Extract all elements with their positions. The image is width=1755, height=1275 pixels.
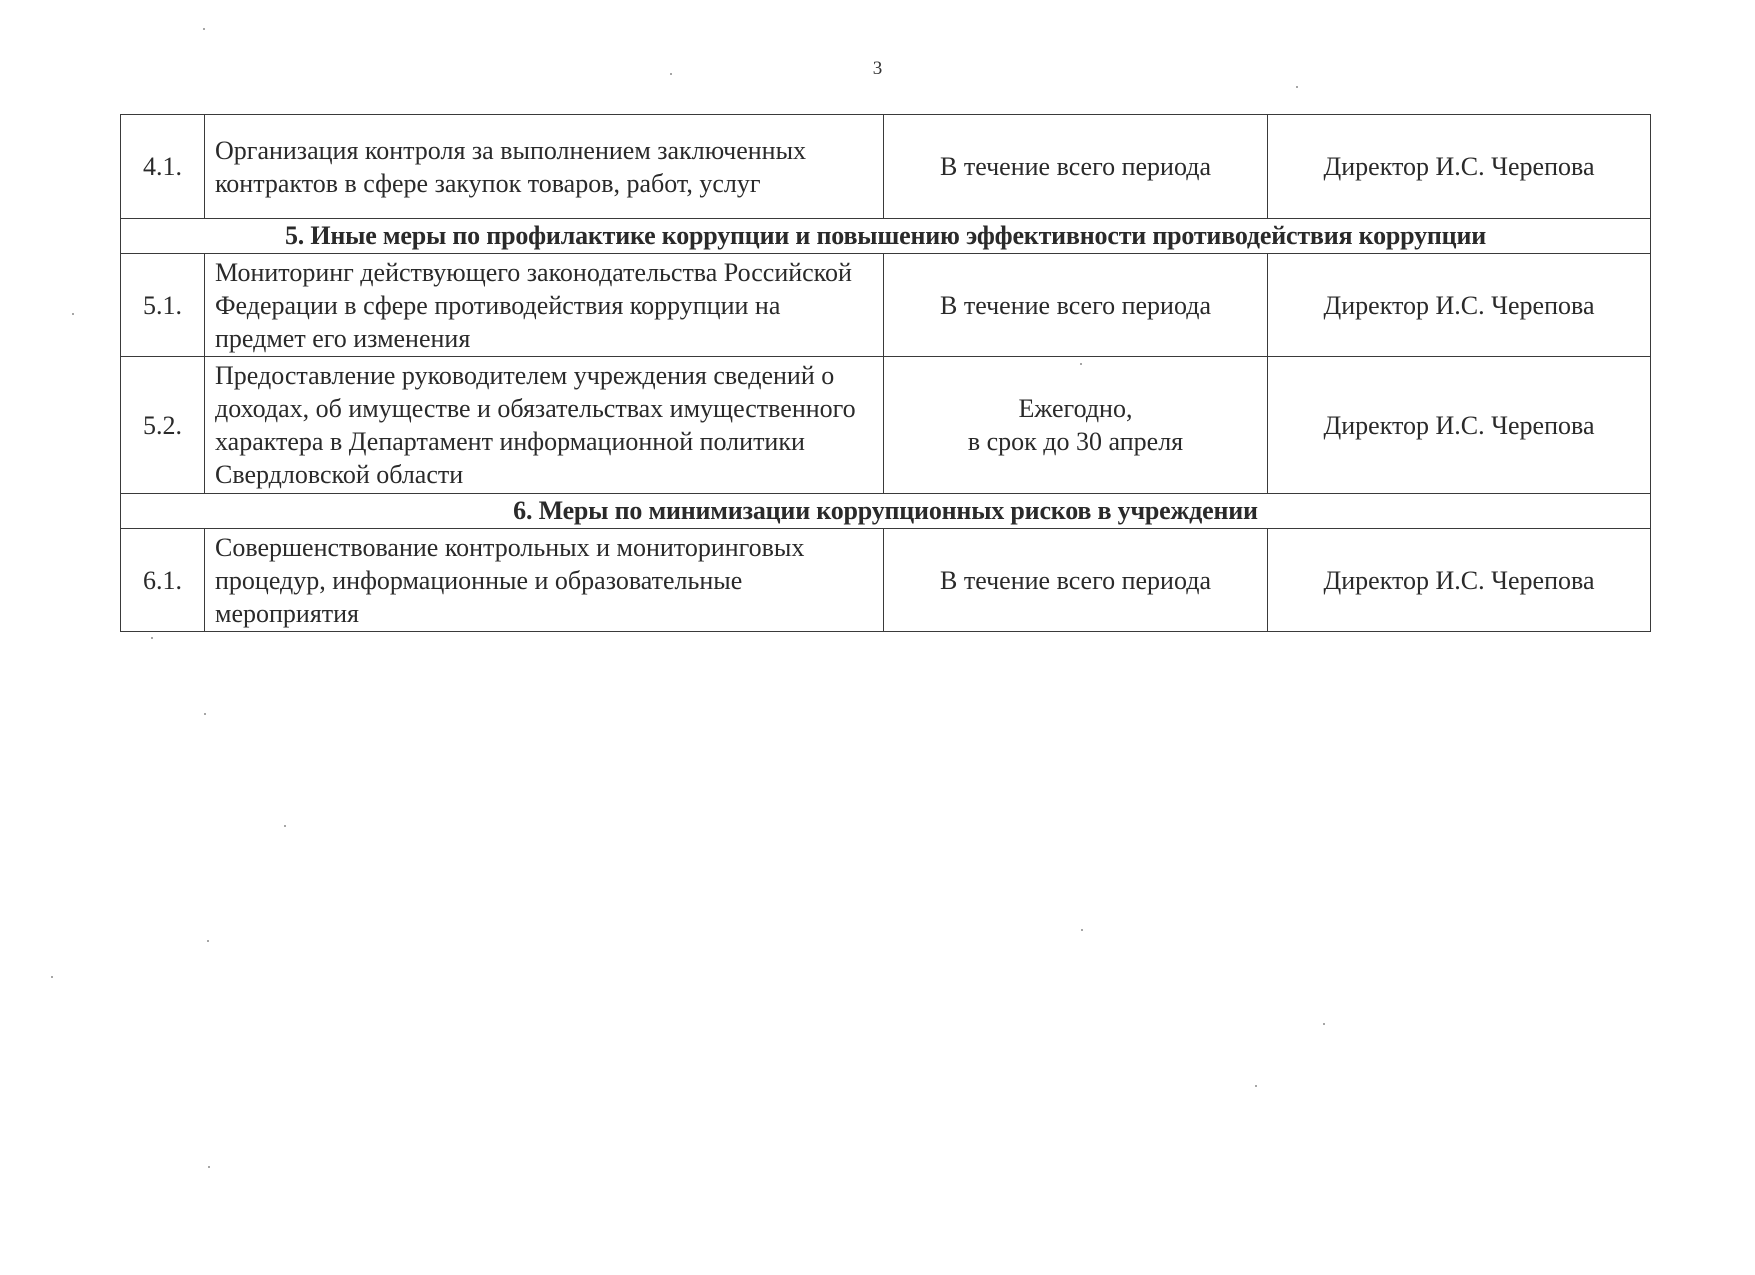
table-row <box>121 529 1651 632</box>
term-cell <box>884 357 1268 494</box>
action-cell: Предоставление руководителем учреждения сведений о доходах, об имуществе и обязательствах имущественного характера в Департамент информационной политики Свердловской области <box>205 357 884 494</box>
section-heading: 6. Меры по минимизации коррупционных рисков в учреждении <box>121 494 1651 529</box>
term-cell: В течение всего периода <box>884 115 1268 219</box>
table-row <box>121 254 1651 357</box>
responsible-cell: Директор И.С. Черепова <box>1268 254 1651 357</box>
page-number: 3 <box>872 58 883 79</box>
row-number: 5.2. <box>121 357 205 494</box>
action-cell: Совершенствование контрольных и мониторинговых процедур, информационные и образовательные мероприятия <box>205 529 884 632</box>
scan-speck <box>207 940 209 942</box>
responsible-cell: Директор И.С. Черепова <box>1268 529 1651 632</box>
row-number: 6.1. <box>121 529 205 632</box>
section-heading: 5. Иные меры по профилактике коррупции и повышению эффективности противодействия коррупции <box>121 219 1651 254</box>
anticorruption-plan-table <box>120 114 1651 632</box>
scan-speck <box>151 637 153 639</box>
scan-speck <box>1255 1085 1257 1087</box>
term-line: в срок до 30 апреля <box>967 427 1184 456</box>
row-number: 4.1. <box>121 115 205 219</box>
table-row <box>121 115 1651 219</box>
row-number: 5.1. <box>121 254 205 357</box>
term-cell: В течение всего периода <box>884 254 1268 357</box>
scan-speck <box>203 28 205 30</box>
responsible-cell: Директор И.С. Черепова <box>1268 115 1651 219</box>
section-heading-row <box>121 494 1651 529</box>
term-line: Ежегодно, <box>1018 394 1133 423</box>
table-row <box>121 357 1651 494</box>
scan-speck <box>1323 1023 1325 1025</box>
responsible-cell: Директор И.С. Черепова <box>1268 357 1651 494</box>
scan-speck <box>1081 929 1083 931</box>
scan-speck <box>670 73 672 75</box>
scan-speck <box>208 1166 210 1168</box>
action-cell: Мониторинг действующего законодательства Российской Федерации в сфере противодействия коррупции на предмет его изменения <box>205 254 884 357</box>
scan-speck <box>51 976 53 978</box>
scan-speck <box>1080 363 1082 365</box>
scan-speck <box>1296 86 1298 88</box>
action-cell: Организация контроля за выполнением заключенных контрактов в сфере закупок товаров, работ, услуг <box>205 115 884 219</box>
term-cell: В течение всего периода <box>884 529 1268 632</box>
section-heading-row <box>121 219 1651 254</box>
scan-speck <box>72 313 74 315</box>
scan-speck <box>204 713 206 715</box>
scan-speck <box>284 825 286 827</box>
